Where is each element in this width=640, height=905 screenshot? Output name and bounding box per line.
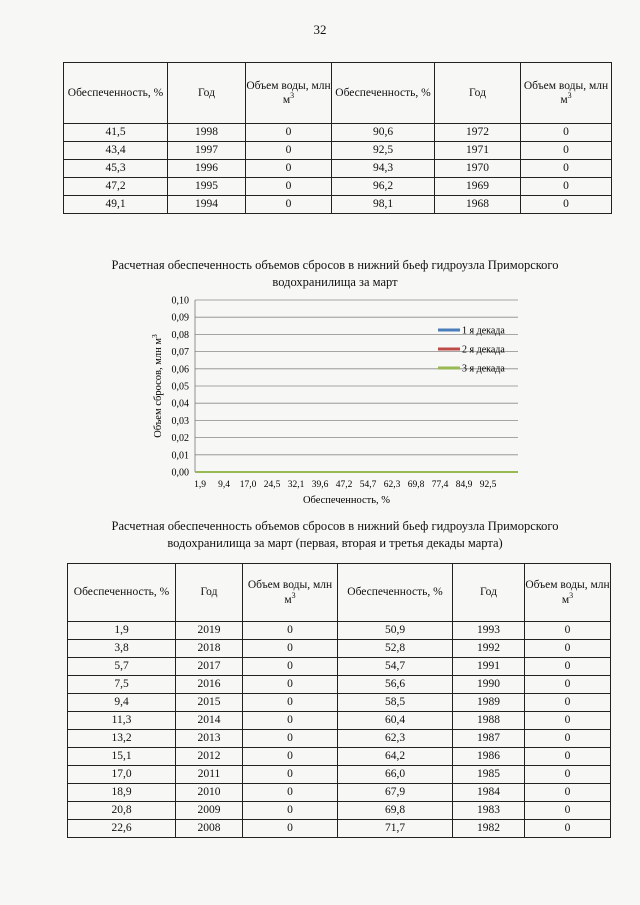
y-tick-label: 0,02	[171, 433, 189, 445]
x-tick-label: 32,1	[287, 480, 305, 490]
table-cell: 64,2	[338, 748, 453, 766]
header-cell: Обеспеченность, %	[64, 63, 168, 124]
header-cell: Объем воды, млн $м^3$	[525, 564, 611, 622]
table-cell: 0	[246, 124, 332, 142]
y-tick-label: 0,07	[171, 347, 189, 359]
table-cell: 0	[243, 622, 338, 640]
table-cell: 1989	[453, 694, 525, 712]
chart-title: Расчетная обеспеченность объемов сбросов в нижний бьеф гидроузла Приморского водохранилища за март	[111, 258, 559, 289]
table-cell: 0	[246, 196, 332, 214]
header-cell: Обеспеченность, %	[332, 63, 435, 124]
table-row	[68, 820, 611, 838]
table-row	[68, 658, 611, 676]
table-header-row	[64, 63, 612, 124]
table-row	[68, 730, 611, 748]
y-axis-label-superscript: 3	[150, 334, 159, 338]
table-row	[64, 196, 612, 214]
y-tick-label: 0,09	[171, 312, 189, 324]
table-cell: 71,7	[338, 820, 453, 838]
table-cell: 2016	[176, 676, 243, 694]
table-cell: 0	[521, 178, 612, 196]
table-row	[68, 640, 611, 658]
table-cell: 0	[243, 676, 338, 694]
table-cell: 94,3	[332, 160, 435, 178]
table-cell: 0	[525, 676, 611, 694]
table-cell: 1972	[435, 124, 521, 142]
table-cell: 17,0	[68, 766, 176, 784]
table-cell: 60,4	[338, 712, 453, 730]
table-cell: 54,7	[338, 658, 453, 676]
table-row	[68, 802, 611, 820]
table-cell: 1990	[453, 676, 525, 694]
table-cell: 50,9	[338, 622, 453, 640]
header-cell: Обеспеченность, %	[68, 564, 176, 622]
x-tick-label: 77,4	[431, 480, 449, 490]
table-cell: 1970	[435, 160, 521, 178]
table-cell: 45,3	[64, 160, 168, 178]
table-cell: 2019	[176, 622, 243, 640]
table-cell: 1971	[435, 142, 521, 160]
table-cell: 11,3	[68, 712, 176, 730]
table-cell: 0	[243, 802, 338, 820]
x-tick-label: 1,9	[194, 480, 206, 490]
table-cell: 0	[525, 640, 611, 658]
table-cell: 2010	[176, 784, 243, 802]
table-cell: 0	[525, 730, 611, 748]
table-cell: 58,5	[338, 694, 453, 712]
table-cell: 92,5	[332, 142, 435, 160]
line-chart	[150, 290, 530, 505]
table-cell: 0	[525, 766, 611, 784]
x-tick-label: 69,8	[407, 480, 425, 490]
x-axis-label: Обеспеченность, %	[302, 495, 391, 505]
table-cell: 5,7	[68, 658, 176, 676]
table-header-row	[68, 564, 611, 622]
table-cell: 0	[246, 142, 332, 160]
table-cell: 15,1	[68, 748, 176, 766]
table-cell: 1985	[453, 766, 525, 784]
table-cell: 2013	[176, 730, 243, 748]
table-cell: 56,6	[338, 676, 453, 694]
table-row	[68, 694, 611, 712]
table-row	[68, 622, 611, 640]
table-cell: 0	[243, 820, 338, 838]
table-cell: 1995	[168, 178, 246, 196]
legend-label: 3 я декада	[462, 363, 505, 375]
table-cell: 2011	[176, 766, 243, 784]
table-cell: 1968	[435, 196, 521, 214]
table-cell: 1,9	[68, 622, 176, 640]
table-cell: 22,6	[68, 820, 176, 838]
header-cell: Год	[176, 564, 243, 622]
x-tick-label: 84,9	[455, 480, 473, 490]
table-cell: 1987	[453, 730, 525, 748]
table-cell: 66,0	[338, 766, 453, 784]
x-tick-label: 47,2	[335, 480, 353, 490]
table-cell: 2009	[176, 802, 243, 820]
x-tick-label: 54,7	[359, 480, 377, 490]
table-cell: 47,2	[64, 178, 168, 196]
table-cell: 0	[525, 802, 611, 820]
table-cell: 0	[246, 160, 332, 178]
table-cell: 0	[521, 142, 612, 160]
table-cell: 20,8	[68, 802, 176, 820]
table-cell: 0	[521, 196, 612, 214]
header-cell: Объем воды, млн $м^3$	[246, 63, 332, 124]
table-cell: 41,5	[64, 124, 168, 142]
table-row	[64, 124, 612, 142]
table-cell: 2017	[176, 658, 243, 676]
table-row	[68, 748, 611, 766]
table-row	[68, 766, 611, 784]
table-cell: 0	[246, 178, 332, 196]
y-axis-label-text: Объем сбросов, млн м	[153, 337, 164, 438]
table-cell: 43,4	[64, 142, 168, 160]
table-cell: 1983	[453, 802, 525, 820]
y-axis-label	[150, 334, 164, 438]
table-cell: 0	[243, 640, 338, 658]
x-tick-label: 39,6	[311, 480, 329, 490]
x-tick-label: 62,3	[383, 480, 401, 490]
table-cell: 1986	[453, 748, 525, 766]
table-row	[68, 676, 611, 694]
table-cell: 90,6	[332, 124, 435, 142]
table-cell: 9,4	[68, 694, 176, 712]
table-cell: 1993	[453, 622, 525, 640]
table-cell: 2012	[176, 748, 243, 766]
table-cell: 69,8	[338, 802, 453, 820]
x-tick-label: 24,5	[263, 480, 281, 490]
y-tick-label: 0,01	[171, 450, 189, 462]
table-cell: 52,8	[338, 640, 453, 658]
header-cell: Объем воды, млн $м^3$	[521, 63, 612, 124]
table-cell: 0	[243, 748, 338, 766]
table-cell: 0	[525, 658, 611, 676]
table-row	[64, 178, 612, 196]
table-cell: 0	[243, 694, 338, 712]
x-tick-label: 92,5	[479, 480, 497, 490]
x-tick-label: 9,4	[218, 480, 230, 490]
y-tick-label: 0,05	[171, 381, 189, 393]
table-row	[68, 784, 611, 802]
table-cell: 0	[525, 820, 611, 838]
table-cell: 18,9	[68, 784, 176, 802]
table-row	[68, 712, 611, 730]
x-tick-label: 17,0	[239, 480, 257, 490]
legend-label: 1 я декада	[462, 325, 505, 337]
header-cell: Обеспеченность, %	[338, 564, 453, 622]
table-cell: 0	[525, 784, 611, 802]
table-cell: 1997	[168, 142, 246, 160]
table-cell: 1992	[453, 640, 525, 658]
table-cell: 7,5	[68, 676, 176, 694]
header-cell: Год	[453, 564, 525, 622]
page-number: 32	[313, 22, 327, 37]
table-cell: 2015	[176, 694, 243, 712]
table-title: Расчетная обеспеченность объемов сбросов в нижний бьеф гидроузла Приморского водохранилища за март (первая, вторая и третья декады марта)	[111, 519, 559, 550]
y-tick-label: 0,04	[171, 398, 189, 410]
table-cell: 0	[525, 622, 611, 640]
header-cell: Год	[435, 63, 521, 124]
table-cell: 1969	[435, 178, 521, 196]
header-cell: Год	[168, 63, 246, 124]
table-cell: 2008	[176, 820, 243, 838]
header-cell: Объем воды, млн $м^3$	[243, 564, 338, 622]
table-cell: 1984	[453, 784, 525, 802]
table-cell: 96,2	[332, 178, 435, 196]
table-cell: 3,8	[68, 640, 176, 658]
table-cell: 0	[525, 748, 611, 766]
y-tick-label: 0,00	[171, 467, 189, 479]
table-cell: 0	[521, 160, 612, 178]
table-cell: 0	[243, 658, 338, 676]
table-cell: 67,9	[338, 784, 453, 802]
table-top	[63, 62, 612, 214]
table-cell: 2014	[176, 712, 243, 730]
table-cell: 49,1	[64, 196, 168, 214]
table-cell: 0	[243, 730, 338, 748]
table-cell: 1991	[453, 658, 525, 676]
legend-label: 2 я декада	[462, 344, 505, 356]
y-tick-label: 0,03	[171, 415, 189, 427]
y-tick-label: 0,08	[171, 329, 189, 341]
y-tick-label: 0,10	[171, 295, 189, 307]
table-cell: 13,2	[68, 730, 176, 748]
table-cell: 1998	[168, 124, 246, 142]
table-row	[64, 142, 612, 160]
table-cell: 0	[243, 784, 338, 802]
table-cell: 1982	[453, 820, 525, 838]
table-row	[64, 160, 612, 178]
table-cell: 1988	[453, 712, 525, 730]
table-cell: 0	[243, 712, 338, 730]
table-cell: 0	[525, 694, 611, 712]
table-cell: 1996	[168, 160, 246, 178]
table-cell: 1994	[168, 196, 246, 214]
table-cell: 0	[521, 124, 612, 142]
table-cell: 0	[243, 766, 338, 784]
table-cell: 2018	[176, 640, 243, 658]
table-cell: 0	[525, 712, 611, 730]
table-cell: 98,1	[332, 196, 435, 214]
table-bottom	[67, 563, 611, 838]
table-cell: 62,3	[338, 730, 453, 748]
y-tick-label: 0,06	[171, 364, 189, 376]
